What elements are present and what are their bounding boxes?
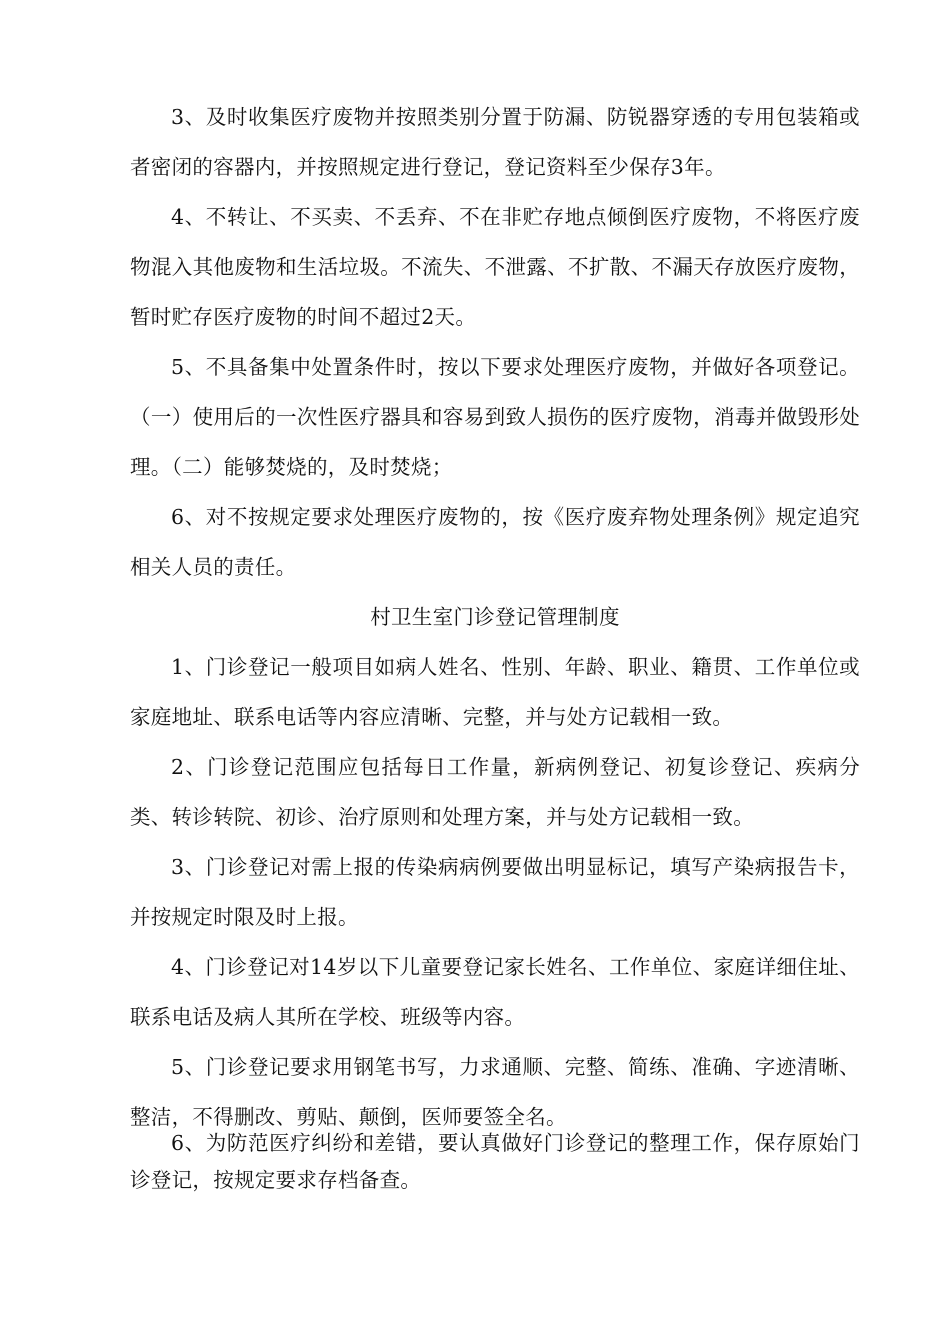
paragraph-registration-3: 3、门诊登记对需上报的传染病病例要做出明显标记，填写产染病报告卡，并按规定时限及时上报。: [130, 855, 860, 929]
paragraph-waste-5: 5、不具备集中处置条件时，按以下要求处理医疗废物，并做好各项登记。（一）使用后的一次性医疗器具和容易到致人损伤的医疗废物，消毒并做毁形处理。（二）能够焚烧的，及时焚烧；: [130, 355, 860, 479]
paragraph-registration-1: 1、门诊登记一般项目如病人姓名、性别、年龄、职业、籍贯、工作单位或家庭地址、联系电话等内容应清晰、完整，并与处方记载相一致。: [130, 655, 860, 729]
paragraph-registration-4: 4、门诊登记对14岁以下儿童要登记家长姓名、工作单位、家庭详细住址、联系电话及病人其所在学校、班级等内容。: [130, 955, 860, 1029]
section-title: 村卫生室门诊登记管理制度: [370, 605, 620, 629]
paragraph-waste-3: 3、及时收集医疗废物并按照类别分置于防漏、防锐器穿透的专用包装箱或者密闭的容器内，并按照规定进行登记，登记资料至少保存3年。: [130, 105, 860, 179]
paragraph-registration-5: 5、门诊登记要求用钢笔书写，力求通顺、完整、简练、准确、字迹清晰、整洁，不得删改、剪贴、颠倒，医师要签全名。: [130, 1055, 860, 1129]
paragraph-registration-6: 6、为防范医疗纠纷和差错，要认真做好门诊登记的整理工作，保存原始门诊登记，按规定要求存档备查。: [130, 1131, 860, 1192]
paragraph-waste-4: 4、不转让、不买卖、不丢弃、不在非贮存地点倾倒医疗废物，不将医疗废物混入其他废物和生活垃圾。不流失、不泄露、不扩散、不漏天存放医疗废物，暂时贮存医疗废物的时间不超过2天。: [130, 205, 860, 329]
paragraph-waste-6: 6、对不按规定要求处理医疗废物的，按《医疗废弃物处理条例》规定追究相关人员的责任。: [130, 505, 860, 579]
paragraph-registration-2: 2、门诊登记范围应包括每日工作量，新病例登记、初复诊登记、疾病分类、转诊转院、初诊、治疗原则和处理方案，并与处方记载相一致。: [130, 755, 860, 829]
